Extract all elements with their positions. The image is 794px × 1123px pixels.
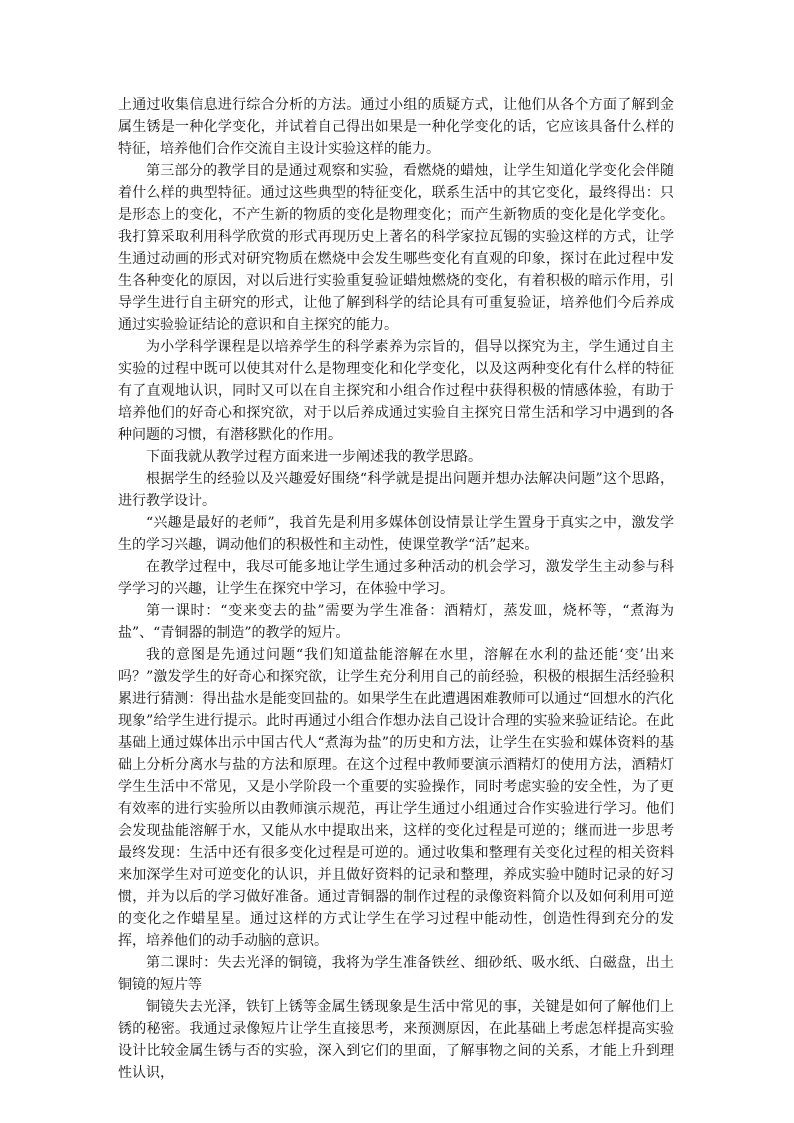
paragraph-6: “兴趣是最好的老师”，我首先是利用多媒体创设情景让学生置身于真实之中，激发学生的学习兴趣，调动他们的积极性和主动性，使课堂教学“活”起来。 [118,515,674,553]
paragraph-10: 第二课时：失去光泽的铜镜，我将为学生准备铁丝、细砂纸、吸水纸、白磁盘，出土铜镜的短片等 [118,955,674,993]
paragraph-1: 上通过收集信息进行综合分析的方法。通过小组的质疑方式，让他们从各个方面了解到金属生锈是一种化学变化，并试着自己得出如果是一种化学变化的话，它应该具备什么样的特征，培养他们合作交流自主设计实验这样的能力。 [118,97,674,157]
document-page [118,94,674,1084]
paragraph-4: 下面我就从教学过程方面来进一步阐述我的教学思路。 [146,449,482,465]
paragraph-2: 第三部分的教学目的是通过观察和实验，看燃烧的蜡烛，让学生知道化学变化会伴随着什么样的典型特征。通过这些典型的特征变化，联系生活中的其它变化，最终得出：只是形态上的变化，不产生新的物质的变化是物理变化；而产生新物质的变化是化学变化。我打算采取利用科学欣赏的形式再现历史上著名的科学家拉瓦锡的实验这样的方式，让学生通过动画的形式对研究物质在燃烧中会发生哪些变化有直观的印象，探讨在此过程中发生各种变化的原因，对以后进行实验重复验证蜡烛燃烧的变化，有着积极的暗示作用，引导学生进行自主研究的形式，让他了解到科学的结论具有可重复验证，培养他们今后养成通过实验验证结论的意识和自主探究的能力。 [118,163,674,333]
paragraph-11: 铜镜失去光泽，铁钉上锈等金属生锈现象是生活中常见的事，关键是如何了解他们上锈的秘密。我通过录像短片让学生直接思考，来预测原因，在此基础上考虑怎样提高实验设计比较金属生锈与否的实验，深入到它们的里面，了解事物之间的关系，才能上升到理性认识， [118,999,674,1081]
paragraph-3: 为小学科学课程是以培养学生的科学素养为宗旨的，倡导以探究为主，学生通过自主实验的过程中既可以使其对什么是物理变化和化学变化，以及这两种变化有什么样的特征有了直观地认识，同时又可以在自主探究和小组合作过程中获得积极的情感体验，有助于培养他们的好奇心和探究欲，对于以后养成通过实验自主探究日常生活和学习中遇到的各种问题的习惯，有潜移默化的作用。 [118,339,674,443]
paragraph-8: 第一课时：“变来变去的盐”需要为学生准备：酒精灯，蒸发皿，烧杯等，“煮海为盐”、“青铜器的制造”的教学的短片。 [118,603,674,641]
paragraph-7: 在教学过程中，我尽可能多地让学生通过多种活动的机会学习，激发学生主动参与科学学习的兴趣，让学生在探究中学习，在体验中学习。 [118,559,674,597]
paragraph-5: 根据学生的经验以及兴趣爱好围绕“科学就是提出问题并想办法解决问题”这个思路，进行教学设计。 [118,471,674,509]
paragraph-9: 我的意图是先通过问题“我们知道盐能溶解在水里，溶解在水利的盐还能‘变’出来吗？”激发学生的好奇心和探究欲，让学生充分利用自己的前经验，积极的根据生活经验积累进行猜测：得出盐水是能变回盐的。如果学生在此遭遇困难教师可以通过“回想水的汽化现象”给学生进行提示。此时再通过小组合作想办法自己设计合理的实验来验证结论。在此基础上通过媒体出示中国古代人“煮海为盐”的历史和方法，让学生在实验和媒体资料的基础上分析分离水与盐的方法和原理。在这个过程中教师要演示酒精灯的使用方法，酒精灯学生生活中不常见，又是小学阶段一个重要的实验操作，同时考虑实验的安全性，为了更有效率的进行实验所以由教师演示规范，再让学生通过小组通过合作实验进行学习。他们会发现盐能溶解于水，又能从水中提取出来，这样的变化过程是可逆的；继而进一步思考最终发现：生活中还有很多变化过程是可逆的。通过收集和整理有关变化过程的相关资料来加深学生对可逆变化的认识，并且做好资料的记录和整理，养成实验中随时记录的好习惯，并为以后的学习做好准备。通过青铜器的制作过程的录像资料简介以及如何利用可逆的变化之作蜡星星。通过这样的方式让学生在学习过程中能动性，创造性得到充分的发挥，培养他们的动手动脑的意识。 [118,647,674,949]
